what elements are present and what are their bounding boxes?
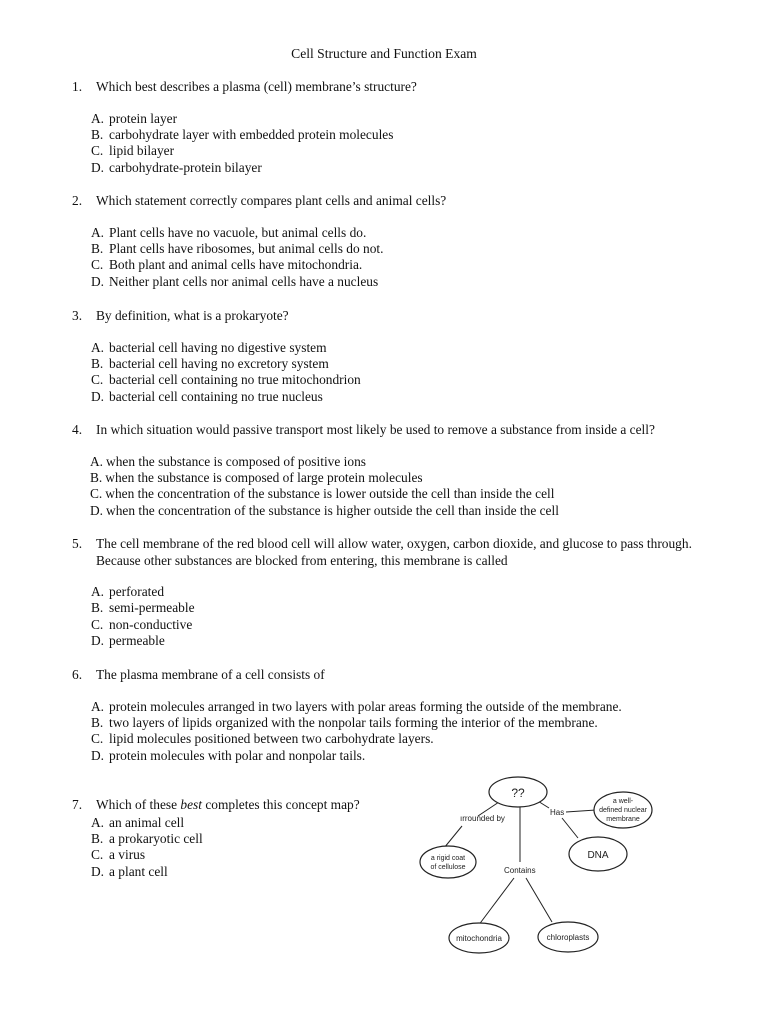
question-text: The plasma membrane of a cell consists of bbox=[96, 667, 325, 682]
option-text: a plant cell bbox=[109, 863, 168, 879]
question-6 bbox=[72, 667, 732, 764]
option-text: permeable bbox=[109, 633, 165, 649]
connector-line bbox=[478, 878, 514, 926]
option-c[interactable] bbox=[72, 617, 732, 633]
option-text: bacterial cell containing no true nucleus bbox=[109, 388, 323, 404]
question-number: 7. bbox=[72, 797, 83, 812]
question-number: 1. bbox=[72, 79, 83, 94]
option-text: non-conductive bbox=[109, 616, 193, 632]
option-letter: B. bbox=[91, 600, 104, 616]
node-cellulose-line-2: of cellulose bbox=[430, 864, 466, 871]
link-label-has: Has bbox=[550, 808, 565, 817]
option-text: Plant cells have no vacuole, but animal cells do. bbox=[109, 224, 367, 240]
option-d[interactable] bbox=[72, 633, 732, 649]
option-text: a prokaryotic cell bbox=[109, 830, 203, 846]
option-letter: C. bbox=[90, 486, 103, 502]
option-text: bacterial cell having no excretory system bbox=[109, 355, 329, 371]
option-d[interactable] bbox=[72, 864, 412, 880]
option-c[interactable] bbox=[72, 486, 732, 502]
question-text bbox=[96, 797, 412, 814]
option-b[interactable] bbox=[72, 470, 732, 486]
option-a[interactable] bbox=[72, 699, 732, 715]
option-text: semi-permeable bbox=[109, 600, 195, 616]
option-text: when the substance is composed of large protein molecules bbox=[105, 469, 423, 485]
option-c[interactable] bbox=[72, 731, 732, 747]
question-number: 2. bbox=[72, 193, 83, 208]
option-text: bacterial cell containing no true mitochondrion bbox=[109, 372, 361, 388]
option-letter: B. bbox=[91, 830, 104, 846]
option-text: Neither plant cells nor animal cells have a nucleus bbox=[109, 273, 379, 289]
question-text bbox=[96, 536, 732, 569]
question-text: Which statement correctly compares plant cells and animal cells? bbox=[96, 193, 447, 208]
question-number: 6. bbox=[72, 667, 83, 682]
question-3 bbox=[72, 308, 732, 405]
option-b[interactable] bbox=[72, 715, 732, 731]
node-dna-label: DNA bbox=[587, 850, 609, 861]
option-b[interactable] bbox=[72, 831, 412, 847]
option-text: carbohydrate-protein bilayer bbox=[109, 159, 262, 175]
option-letter: A. bbox=[91, 224, 105, 240]
option-letter: C. bbox=[91, 731, 104, 747]
options-list bbox=[72, 225, 732, 291]
node-chloroplasts-label: chloroplasts bbox=[546, 933, 590, 942]
option-a[interactable] bbox=[72, 111, 732, 127]
option-letter: B. bbox=[91, 714, 104, 730]
option-text: carbohydrate layer with embedded protein molecules bbox=[109, 126, 394, 142]
option-letter: A. bbox=[91, 339, 105, 355]
option-d[interactable] bbox=[72, 389, 732, 405]
option-text: lipid molecules positioned between two carbohydrate layers. bbox=[109, 731, 434, 747]
link-label-contains: Contains bbox=[504, 866, 536, 875]
option-a[interactable] bbox=[72, 454, 732, 470]
option-letter: D. bbox=[91, 863, 105, 879]
question-text-emphasis: best bbox=[180, 797, 202, 812]
option-letter: C. bbox=[91, 372, 104, 388]
option-letter: A. bbox=[91, 584, 105, 599]
option-d[interactable] bbox=[72, 748, 732, 764]
options-list bbox=[72, 454, 732, 520]
question-text: In which situation would passive transport most likely be used to remove a substance from inside a cell? bbox=[96, 422, 655, 437]
option-b[interactable] bbox=[72, 127, 732, 143]
option-letter: D. bbox=[91, 273, 105, 289]
option-d[interactable] bbox=[72, 503, 732, 519]
option-text: when the substance is composed of positive ions bbox=[106, 453, 366, 469]
option-letter: C. bbox=[91, 143, 104, 159]
options-list bbox=[72, 340, 732, 406]
option-text: protein molecules arranged in two layers with polar areas forming the outside of the membrane. bbox=[109, 698, 622, 714]
node-nuclear-line-2: defined nuclear bbox=[599, 807, 647, 814]
connector-line bbox=[444, 826, 462, 848]
option-letter: D. bbox=[91, 747, 105, 763]
node-cellulose-line-1: a rigid coat bbox=[430, 855, 466, 862]
option-b[interactable] bbox=[72, 356, 732, 372]
option-text: when the concentration of the substance is lower outside the cell than inside the cell bbox=[105, 486, 555, 502]
connector-line bbox=[526, 878, 552, 922]
option-c[interactable] bbox=[72, 257, 732, 273]
option-letter: C. bbox=[91, 257, 104, 273]
option-text: perforated bbox=[109, 584, 165, 599]
node-cellulose bbox=[420, 846, 476, 878]
option-text: Plant cells have ribosomes, but animal cells do not. bbox=[109, 240, 384, 256]
question-5 bbox=[72, 536, 732, 650]
option-letter: A. bbox=[91, 110, 105, 126]
node-nuclear-line-3: membrane bbox=[606, 816, 640, 823]
option-b[interactable] bbox=[72, 241, 732, 257]
option-letter: B. bbox=[91, 240, 104, 256]
option-text: Both plant and animal cells have mitochondria. bbox=[109, 257, 363, 273]
option-text: protein molecules with polar and nonpolar tails. bbox=[109, 747, 366, 763]
node-nuclear-line-1: a well- bbox=[612, 798, 634, 805]
option-letter: A. bbox=[91, 698, 105, 714]
option-letter: D. bbox=[90, 502, 104, 518]
option-a[interactable] bbox=[72, 340, 732, 356]
question-number: 4. bbox=[72, 422, 83, 437]
option-letter: B. bbox=[91, 355, 104, 371]
question-number: 5. bbox=[72, 536, 83, 551]
concept-map bbox=[416, 770, 666, 965]
option-letter: D. bbox=[91, 388, 105, 404]
option-letter: B. bbox=[91, 126, 104, 142]
question-text: Which best describes a plasma (cell) membrane’s structure? bbox=[96, 79, 417, 94]
option-a[interactable] bbox=[72, 815, 412, 831]
option-d[interactable] bbox=[72, 160, 732, 176]
connector-line bbox=[566, 810, 596, 812]
option-text: lipid bilayer bbox=[109, 143, 175, 159]
connector-line bbox=[562, 818, 578, 838]
option-text: a virus bbox=[109, 847, 146, 863]
option-letter: A. bbox=[91, 814, 105, 830]
option-text: bacterial cell having no digestive system bbox=[109, 339, 327, 355]
center-node-label: ?? bbox=[511, 786, 525, 800]
question-1 bbox=[72, 79, 732, 176]
option-d[interactable] bbox=[72, 274, 732, 290]
option-a[interactable] bbox=[72, 584, 732, 600]
question-7 bbox=[72, 797, 412, 880]
option-letter: D. bbox=[91, 159, 105, 175]
question-2 bbox=[72, 193, 732, 290]
exam-title: Cell Structure and Function Exam bbox=[291, 46, 477, 61]
question-text-line-1: The cell membrane of the red blood cell will allow water, oxygen, carbon dioxide, and glucose to pass through. bbox=[96, 536, 692, 551]
options-list bbox=[72, 584, 732, 650]
option-letter: B. bbox=[90, 469, 103, 485]
options-list bbox=[72, 111, 732, 177]
question-number: 3. bbox=[72, 308, 83, 323]
options-list bbox=[72, 815, 412, 881]
node-mitochondria-label: mitochondria bbox=[456, 934, 502, 943]
option-letter: D. bbox=[91, 633, 105, 649]
option-c[interactable] bbox=[72, 143, 732, 159]
option-text: protein layer bbox=[109, 110, 178, 126]
question-4 bbox=[72, 422, 732, 519]
options-list bbox=[72, 699, 732, 765]
option-letter: A. bbox=[90, 453, 104, 469]
question-text-part: completes this concept map? bbox=[201, 797, 360, 812]
option-letter: C. bbox=[91, 616, 104, 632]
link-label-surrounded: ırrounded by bbox=[460, 814, 505, 823]
question-text-line-2: Because other substances are blocked from entering, this membrane is called bbox=[96, 552, 508, 568]
option-text: two layers of lipids organized with the nonpolar tails forming the interior of the membrane. bbox=[109, 714, 598, 730]
option-letter: C. bbox=[91, 847, 104, 863]
option-text: when the concentration of the substance is higher outside the cell than inside the cell bbox=[106, 502, 559, 518]
option-c[interactable] bbox=[72, 847, 412, 863]
option-c[interactable] bbox=[72, 372, 732, 388]
question-text: By definition, what is a prokaryote? bbox=[96, 308, 289, 323]
option-a[interactable] bbox=[72, 225, 732, 241]
option-text: an animal cell bbox=[109, 814, 185, 830]
option-b[interactable] bbox=[72, 600, 732, 616]
question-text-part: Which of these bbox=[96, 797, 181, 812]
